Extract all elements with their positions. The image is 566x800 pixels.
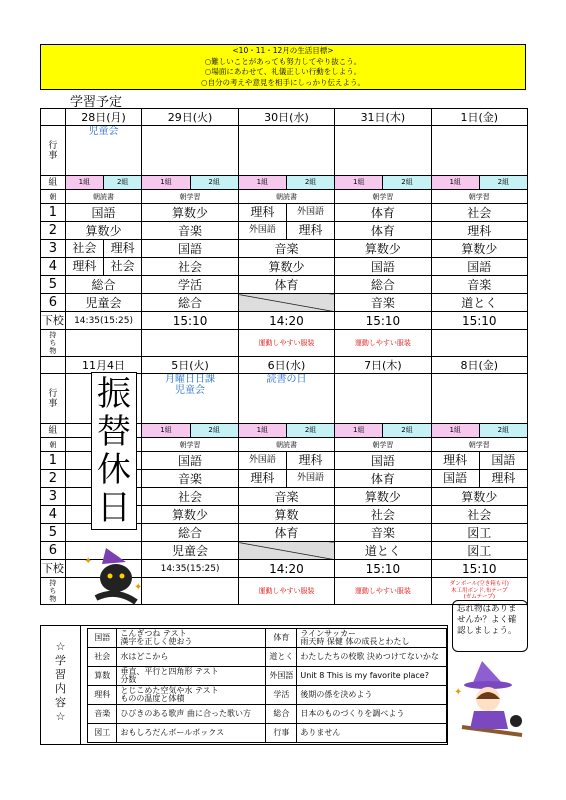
day-header-row — [41, 357, 528, 374]
subject-half: 外国語 — [239, 222, 287, 239]
row-label-departure: 下校 — [41, 560, 66, 578]
departure-time: 14:35(15:25) — [65, 312, 142, 330]
subject-half: 理科 — [110, 241, 135, 255]
subject-half: 理科 — [298, 453, 323, 467]
day-header: 28日(月) — [65, 109, 142, 126]
period-number: 1 — [41, 452, 66, 470]
belongings-cell — [142, 330, 238, 357]
group-1-label: 1組 — [335, 424, 383, 437]
morning-cell: 朝読書 — [65, 190, 142, 204]
subject-content: おもしろだんボールボックス — [117, 724, 266, 743]
period-row — [41, 204, 528, 222]
period-cell: 音楽 — [335, 294, 431, 312]
subject-content-label: ☆学習内容☆ — [41, 626, 81, 744]
period-cell: 総合 — [142, 294, 238, 312]
day-header: 11月4日 — [65, 357, 142, 374]
departure-time: 14:20 — [238, 560, 334, 578]
reminder-bubble: 忘れ物はありませんか？よく確認しましょう。 — [452, 600, 528, 652]
period-cell: 音楽 — [431, 276, 527, 294]
event-cell — [431, 374, 527, 424]
subject-half: 社会 — [110, 259, 135, 273]
holiday-banner — [91, 372, 137, 530]
period-row — [41, 258, 528, 276]
morning-cell: 朝読書 — [238, 438, 334, 452]
period-number: 5 — [41, 524, 66, 542]
subject-content: わたしたちの校歌 決めつけてないかな — [297, 648, 447, 667]
event-cell — [142, 126, 238, 176]
period-cell: 道とく — [335, 542, 431, 560]
subject-content: ラインサッカー 雨天時 保健 体の成長とわたし — [297, 629, 447, 648]
period-cell: 算数少 — [335, 240, 431, 258]
subject-content: Unit 8 This is my favorite place? — [297, 667, 447, 686]
period-cell: 国語 — [142, 240, 238, 258]
subject-half: 国語 — [432, 470, 480, 487]
belongings-row — [41, 330, 528, 357]
subject-name: 音楽 — [88, 705, 117, 724]
life-goals-box — [40, 44, 526, 90]
period-cell: 音楽 — [238, 488, 334, 506]
period-row — [41, 294, 528, 312]
departure-time: 15:10 — [335, 560, 431, 578]
group-2-label: 2組 — [383, 424, 430, 437]
corner-cell — [41, 357, 66, 374]
period-number: 5 — [41, 276, 66, 294]
period-number: 4 — [41, 258, 66, 276]
group-1-label: 1組 — [432, 424, 480, 437]
subject-name: 理科 — [88, 686, 117, 705]
morning-cell: 朝読書 — [238, 190, 334, 204]
group-2-label: 2組 — [191, 176, 238, 189]
period-cell: 音楽 — [238, 240, 334, 258]
witch-girl-illustration — [452, 655, 532, 745]
period-cell: 算数少 — [335, 488, 431, 506]
period-cell: 算数 — [238, 506, 334, 524]
row-label-morning: 朝 — [41, 190, 66, 204]
svg-text:✦: ✦ — [84, 556, 93, 567]
subject-name: 体育 — [266, 629, 297, 648]
day-header: 8日(金) — [431, 357, 527, 374]
row-label-belongings: 持 ち 物 — [41, 330, 66, 357]
belongings-cell: 運動しやすい服装 — [238, 330, 334, 357]
event-cell: 読書の日 — [238, 374, 334, 424]
period-cell: 学活 — [142, 276, 238, 294]
event-cell — [431, 126, 527, 176]
subject-content: とじこめた空気や水 テスト ものの温度と体積 — [117, 686, 266, 705]
subject-half: 外国語 — [239, 452, 287, 469]
row-label-event: 行 事 — [41, 374, 66, 424]
morning-cell: 朝学習 — [335, 190, 431, 204]
period-cell — [238, 470, 334, 488]
period-cell: 社会 — [142, 488, 238, 506]
period-cell: 音楽 — [142, 222, 238, 240]
subject-name: 道とく — [266, 648, 297, 667]
belongings-cell: ダンボール(空き箱も可) 木工用ボンド,布テープ (ガムテープ) — [431, 578, 527, 605]
group-cell — [238, 424, 334, 438]
subject-name: 総合 — [266, 705, 297, 724]
period-cell: 児童会 — [65, 294, 142, 312]
group-2-label: 2組 — [287, 176, 334, 189]
row-label-departure: 下校 — [41, 312, 66, 330]
group-cell — [431, 424, 527, 438]
row-label-group: 組 — [41, 176, 66, 190]
group-cell — [335, 176, 431, 190]
period-cell: 社会 — [431, 506, 527, 524]
period-number: 3 — [41, 240, 66, 258]
subject-half: 外国語 — [297, 473, 325, 483]
group-cell — [431, 176, 527, 190]
period-cell — [65, 258, 142, 276]
period-row — [41, 240, 528, 258]
period-cell: 総合 — [65, 276, 142, 294]
group-2-label: 2組 — [287, 424, 334, 437]
subject-half: 理科 — [239, 470, 287, 487]
morning-cell: 朝学習 — [431, 438, 527, 452]
subject-name: 算数 — [88, 667, 117, 686]
departure-time: 15:10 — [431, 560, 527, 578]
subject-name: 図工 — [88, 724, 117, 743]
belongings-cell: 運動しやすい服装 — [335, 330, 431, 357]
event-cell — [335, 126, 431, 176]
period-cell: 理科 — [431, 222, 527, 240]
period-cell: 体育 — [238, 524, 334, 542]
day-header: 1日(金) — [431, 109, 527, 126]
period-cell: 算数少 — [65, 222, 142, 240]
subject-row — [88, 724, 447, 743]
period-row — [41, 222, 528, 240]
subject-name: 学活 — [266, 686, 297, 705]
period-cell: 算数少 — [142, 506, 238, 524]
period-cell: 体育 — [335, 470, 431, 488]
period-number: 3 — [41, 488, 66, 506]
day-header: 29日(火) — [142, 109, 238, 126]
period-cell — [238, 542, 334, 560]
period-cell: 音楽 — [142, 470, 238, 488]
subject-half: 理科 — [239, 204, 287, 221]
belongings-cell — [142, 578, 238, 605]
subject-content: 水はどこから — [117, 648, 266, 667]
subject-content: 日本のものづくりを調べよう — [297, 705, 447, 724]
period-cell: 社会 — [142, 258, 238, 276]
subject-row — [88, 705, 447, 724]
period-number: 2 — [41, 470, 66, 488]
row-label-group: 組 — [41, 424, 66, 438]
period-cell: 算数少 — [142, 204, 238, 222]
event-row — [41, 126, 528, 176]
period-cell: 総合 — [142, 524, 238, 542]
goals-header: <10・11・12月の生活目標> — [232, 46, 334, 55]
morning-cell: 朝学習 — [335, 438, 431, 452]
svg-text:✦: ✦ — [134, 582, 143, 593]
group-1-label: 1組 — [432, 176, 480, 189]
event-cell: 児童会 — [65, 126, 142, 176]
morning-cell: 朝学習 — [142, 438, 238, 452]
group-1-label: 1組 — [66, 176, 104, 189]
subject-name: 社会 — [88, 648, 117, 667]
period-cell: 算数少 — [238, 258, 334, 276]
departure-row — [41, 312, 528, 330]
departure-time: 14:35(15:25) — [142, 560, 238, 578]
subject-content-box — [40, 625, 448, 745]
period-number: 6 — [41, 294, 66, 312]
subject-name: 行事 — [266, 724, 297, 743]
event-cell: 月曜日日課 児童会 — [142, 374, 238, 424]
day-header: 30日(水) — [238, 109, 334, 126]
subject-name: 外国語 — [266, 667, 297, 686]
period-cell: 算数少 — [431, 488, 527, 506]
subject-row — [88, 667, 447, 686]
group-1-label: 1組 — [142, 424, 190, 437]
page-title: 学習予定 — [70, 95, 123, 110]
belongings-cell: 運動しやすい服装 — [335, 578, 431, 605]
period-cell — [65, 240, 142, 258]
event-cell — [335, 374, 431, 424]
group-1-label: 1組 — [142, 176, 190, 189]
cat-witch-illustration — [82, 540, 152, 610]
day-header: 5日(火) — [142, 357, 238, 374]
day-header-row — [41, 109, 528, 126]
subject-content: ありません — [297, 724, 447, 743]
period-cell: 児童会 — [142, 542, 238, 560]
goal-line: ○自分の考えや意見を相手にしっかり伝えよう。 — [200, 77, 366, 87]
group-1-label: 1組 — [239, 176, 287, 189]
period-number: 2 — [41, 222, 66, 240]
row-label-event: 行 事 — [41, 126, 66, 176]
period-cell: 算数少 — [431, 240, 527, 258]
group-2-label: 2組 — [480, 176, 527, 189]
day-header: 6日(水) — [238, 357, 334, 374]
period-cell: 総合 — [335, 276, 431, 294]
group-cell — [65, 176, 142, 190]
period-cell: 道とく — [431, 294, 527, 312]
subject-row — [88, 686, 447, 705]
period-row — [41, 276, 528, 294]
morning-cell: 朝学習 — [142, 190, 238, 204]
group-row — [41, 176, 528, 190]
subject-row — [88, 629, 447, 648]
period-cell: 体育 — [335, 222, 431, 240]
period-cell: 体育 — [335, 204, 431, 222]
holiday-text: 振替休日 — [97, 374, 131, 528]
period-cell: 体育 — [238, 276, 334, 294]
period-cell: 国語 — [65, 204, 142, 222]
period-cell: 国語 — [431, 258, 527, 276]
subject-half: 理科 — [491, 471, 516, 485]
subject-name: 国語 — [88, 629, 117, 648]
period-number: 4 — [41, 506, 66, 524]
day-header: 7日(木) — [335, 357, 431, 374]
departure-time: 14:20 — [238, 312, 334, 330]
morning-row — [41, 190, 528, 204]
group-cell — [142, 424, 238, 438]
period-number: 1 — [41, 204, 66, 222]
subject-row — [88, 648, 447, 667]
group-cell — [142, 176, 238, 190]
departure-time: 15:10 — [142, 312, 238, 330]
group-2-label: 2組 — [480, 424, 527, 437]
subject-content: こんぎつね テスト 漢字を正しく使おう — [117, 629, 266, 648]
svg-text:✦: ✦ — [454, 687, 463, 698]
group-cell — [238, 176, 334, 190]
goal-line: ○場面にあわせて、礼儀正しい行動をしよう。 — [204, 67, 362, 76]
period-cell — [238, 222, 334, 240]
group-1-label: 1組 — [335, 176, 383, 189]
period-number: 6 — [41, 542, 66, 560]
belongings-cell — [431, 330, 527, 357]
group-cell — [335, 424, 431, 438]
belongings-cell: 運動しやすい服装 — [238, 578, 334, 605]
morning-cell: 朝学習 — [431, 190, 527, 204]
subject-half: 社会 — [66, 240, 104, 257]
departure-time: 15:10 — [335, 312, 431, 330]
period-cell — [238, 204, 334, 222]
corner-cell — [41, 109, 66, 126]
group-2-label: 2組 — [191, 424, 238, 437]
subject-half: 理科 — [66, 258, 104, 275]
week1-schedule — [40, 108, 528, 357]
row-label-morning: 朝 — [41, 438, 66, 452]
event-cell — [238, 126, 334, 176]
row-label-belongings: 持 ち 物 — [41, 578, 66, 605]
period-cell: 社会 — [335, 506, 431, 524]
period-cell — [238, 452, 334, 470]
period-cell — [431, 470, 527, 488]
day-header: 31日(木) — [335, 109, 431, 126]
group-1-label: 1組 — [239, 424, 287, 437]
period-cell: 社会 — [431, 204, 527, 222]
period-cell: 国語 — [142, 452, 238, 470]
belongings-cell — [65, 330, 142, 357]
period-cell: 国語 — [335, 452, 431, 470]
period-cell: 音楽 — [335, 524, 431, 542]
subject-half: 理科 — [432, 452, 480, 469]
subject-half: 外国語 — [297, 207, 325, 217]
subject-content: 垂直、平行と四角形 テスト 分数 — [117, 667, 266, 686]
subject-half: 理科 — [298, 223, 323, 237]
period-cell: 図工 — [431, 524, 527, 542]
period-cell: 国語 — [335, 258, 431, 276]
subject-half: 国語 — [491, 453, 516, 467]
group-2-label: 2組 — [383, 176, 430, 189]
period-cell — [431, 452, 527, 470]
group-2-label: 2組 — [104, 176, 141, 189]
period-cell: 図工 — [431, 542, 527, 560]
subject-content: 後期の係を決めよう — [297, 686, 447, 705]
period-cell — [238, 294, 334, 312]
subject-table — [87, 628, 447, 743]
departure-time: 15:10 — [431, 312, 527, 330]
goal-line: ○難しいことがあっても努力してやり抜こう。 — [204, 56, 362, 66]
subject-content: ひびきのある歌声 曲に合った歌い方 — [117, 705, 266, 724]
